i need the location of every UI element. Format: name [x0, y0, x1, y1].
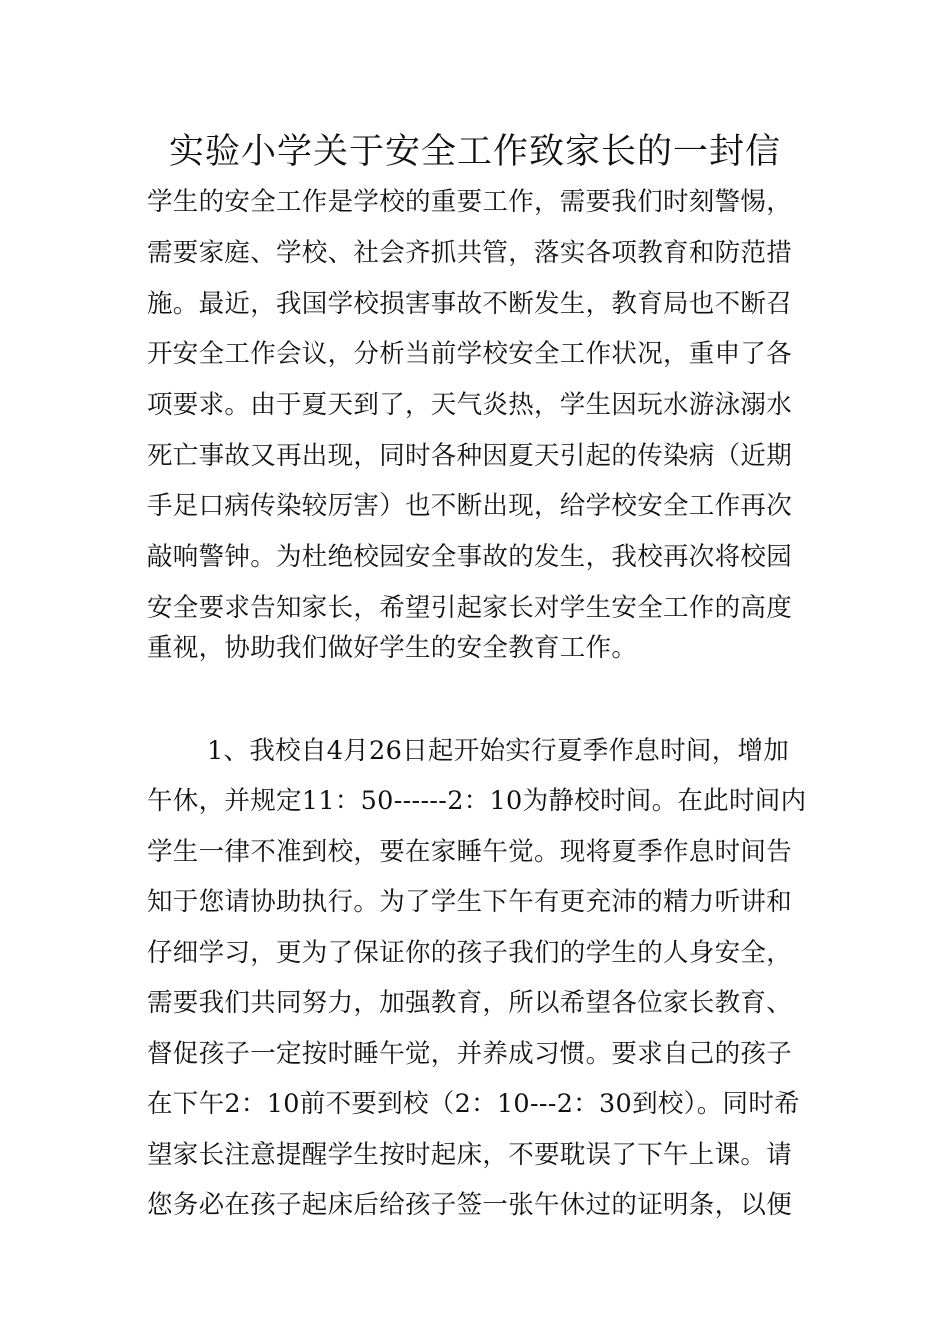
text-line: 开安全工作会议，分析当前学校安全工作状况，重申了各	[147, 339, 793, 369]
text-line: 在下午2：10前不要到校（2：10---2：30到校）。同时希	[147, 1089, 800, 1119]
text-line: 督促孩子一定按时睡午觉，并养成习惯。要求自己的孩子	[147, 1039, 793, 1069]
text-line: 死亡事故又再出现，同时各种因夏天引起的传染病（近期	[147, 441, 793, 471]
text-line: 敲响警钟。为杜绝校园安全事故的发生，我校再次将校园	[147, 542, 793, 572]
text-line: 1、我校自4月26日起开始实行夏季作息时间，增加	[207, 736, 790, 766]
text-line: 您务必在孩子起床后给孩子签一张午休过的证明条，以便	[147, 1190, 793, 1220]
text-line: 望家长注意提醒学生按时起床，不要耽误了下午上课。请	[147, 1140, 793, 1170]
text-line: 需要我们共同努力，加强教育，所以希望各位家长教育、	[147, 988, 793, 1018]
text-line: 重视，协助我们做好学生的安全教育工作。	[147, 633, 638, 663]
text-line: 午休，并规定11：50------2：10为静校时间。在此时间内	[147, 786, 807, 816]
text-line: 施。最近，我国学校损害事故不断发生，教育局也不断召	[147, 289, 793, 319]
text-line: 安全要求告知家长，希望引起家长对学生安全工作的高度	[147, 593, 793, 623]
text-line: 知于您请协助执行。为了学生下午有更充沛的精力听讲和	[147, 887, 793, 917]
text-line: 学生一律不准到校，要在家睡午觉。现将夏季作息时间告	[147, 837, 793, 867]
text-line: 仔细学习，更为了保证你的孩子我们的学生的人身安全，	[147, 938, 793, 968]
document-title: 实验小学关于安全工作致家长的一封信	[168, 132, 781, 172]
text-line: 学生的安全工作是学校的重要工作，需要我们时刻警惕，	[147, 187, 793, 217]
text-line: 需要家庭、学校、社会齐抓共管，落实各项教育和防范措	[147, 238, 793, 268]
text-line: 项要求。由于夏天到了，天气炎热，学生因玩水游泳溺水	[147, 390, 793, 420]
text-line: 手足口病传染较厉害）也不断出现，给学校安全工作再次	[147, 491, 793, 521]
